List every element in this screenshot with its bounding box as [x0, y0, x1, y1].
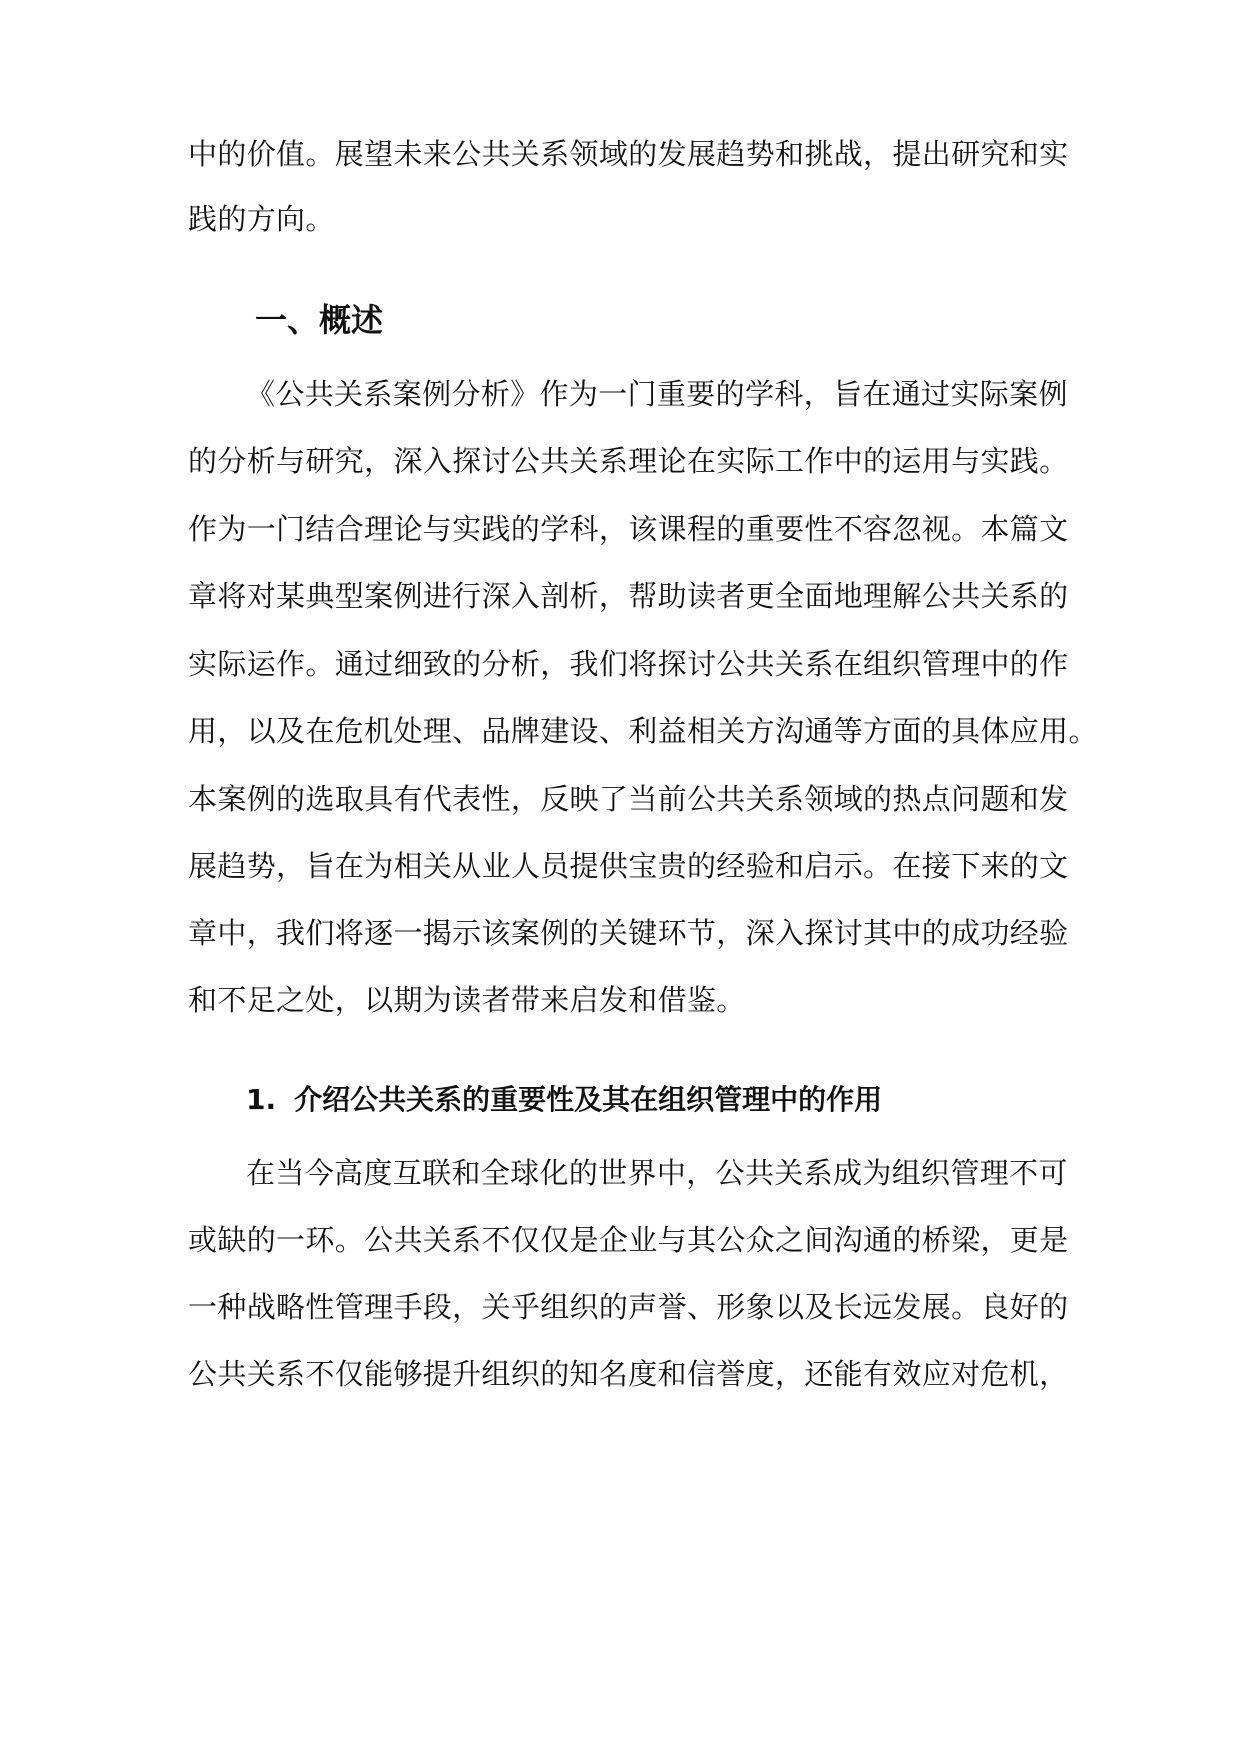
subsection-line-4: 公共关系不仅能够提升组织的知名度和信誉度，还能有效应对危机， — [188, 1357, 1069, 1391]
subsection-number: 1. — [246, 1083, 277, 1116]
subsection-line-1: 在当今高度互联和全球化的世界中，公共关系成为组织管理不可 — [246, 1156, 1068, 1190]
overview-line-2: 的分析与研究，深入探讨公共关系理论在实际工作中的运用与实践。 — [188, 444, 1069, 478]
overview-line-4: 章将对某典型案例进行深入剖析，帮助读者更全面地理解公共关系的 — [188, 579, 1069, 613]
intro-line-2: 践的方向。 — [188, 202, 335, 236]
overview-line-5: 实际运作。通过细致的分析，我们将探讨公共关系在组织管理中的作 — [188, 647, 1069, 681]
subsection-heading — [246, 1082, 882, 1118]
subsection-line-3: 一种战略性管理手段，关乎组织的声誉、形象以及长远发展。良好的 — [188, 1290, 1069, 1324]
overview-line-6: 用，以及在危机处理、品牌建设、利益相关方沟通等方面的具体应用。 — [188, 714, 1098, 748]
overview-line-3: 作为一门结合理论与实践的学科，该课程的重要性不容忽视。本篇文 — [188, 512, 1069, 546]
overview-line-8: 展趋势，旨在为相关从业人员提供宝贵的经验和启示。在接下来的文 — [188, 849, 1069, 883]
subsection-title: 介绍公共关系的重要性及其在组织管理中的作用 — [294, 1083, 883, 1116]
overview-line-10: 和不足之处，以期为读者带来启发和借鉴。 — [188, 983, 746, 1017]
section-heading-overview: 一、概述 — [255, 301, 384, 339]
intro-line-1: 中的价值。展望未来公共关系领域的发展趋势和挑战，提出研究和实 — [188, 137, 1069, 171]
subsection-line-2: 或缺的一环。公共关系不仅仅是企业与其公众之间沟通的桥梁，更是 — [188, 1223, 1069, 1257]
overview-line-7: 本案例的选取具有代表性，反映了当前公共关系领域的热点问题和发 — [188, 782, 1069, 816]
overview-line-1: 《公共关系案例分析》作为一门重要的学科，旨在通过实际案例 — [246, 377, 1068, 411]
overview-line-9: 章中，我们将逐一揭示该案例的关键环节，深入探讨其中的成功经验 — [188, 916, 1069, 950]
